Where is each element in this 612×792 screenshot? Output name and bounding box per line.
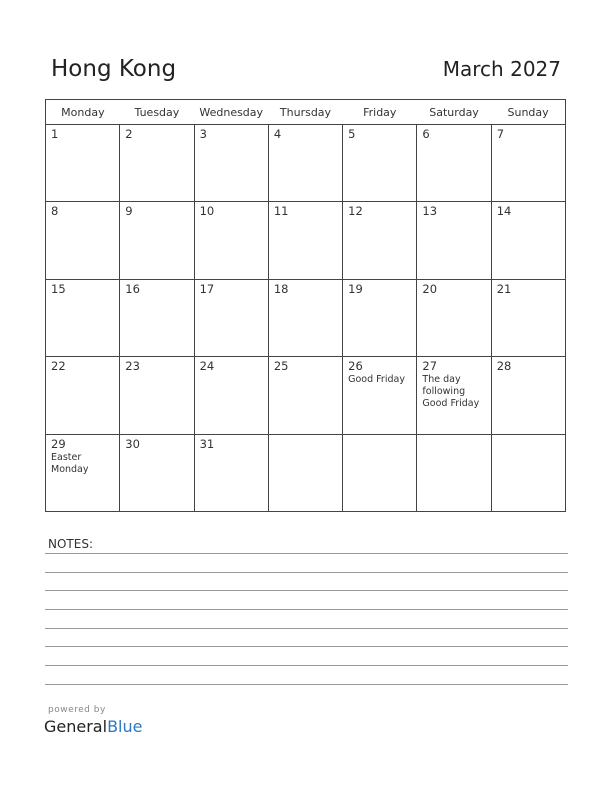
day-cell: [268, 434, 342, 511]
notes-line: [45, 572, 568, 573]
day-cell: [268, 125, 342, 202]
day-cell: [491, 357, 565, 434]
day-number: 27: [422, 359, 438, 374]
day-number: 8: [51, 204, 59, 219]
week-row: [46, 202, 566, 279]
day-number: 31: [199, 436, 215, 451]
weekday-saturday: Saturday: [417, 100, 491, 125]
day-cell: [194, 125, 268, 202]
day-number: 23: [125, 359, 140, 374]
day-number: 14: [496, 204, 512, 219]
week-row: [46, 125, 566, 202]
day-cell: [194, 357, 268, 434]
notes-line: [45, 646, 568, 647]
day-number: 10: [199, 204, 215, 219]
week-row: [46, 357, 566, 434]
notes-label: NOTES:: [48, 537, 93, 551]
day-cell: [417, 125, 491, 202]
day-cell: [268, 357, 342, 434]
notes-line: [45, 590, 568, 591]
day-cell: [268, 202, 342, 279]
weekday-wednesday: Wednesday: [194, 100, 268, 125]
day-cell: [46, 357, 120, 434]
day-cell: [343, 434, 417, 511]
day-number: 24: [199, 359, 215, 374]
day-number: 13: [422, 204, 438, 219]
weekday-header-row: [46, 100, 566, 125]
day-cell: [120, 202, 194, 279]
day-cell: [417, 434, 491, 511]
notes-line: [45, 553, 568, 554]
brand-blue: Blue: [107, 717, 143, 736]
day-cell: [343, 357, 417, 434]
day-cell: [417, 279, 491, 356]
day-number: 7: [496, 127, 505, 141]
brand-logo: [44, 717, 142, 736]
day-number: 29: [51, 436, 66, 451]
day-number: 26: [348, 359, 363, 374]
powered-by-text: powered by: [48, 705, 106, 715]
day-cell: [194, 202, 268, 279]
day-number: 19: [348, 281, 363, 296]
day-number: 20: [422, 281, 438, 296]
day-number: 6: [422, 127, 430, 141]
calendar-title: Hong Kong: [51, 56, 177, 82]
day-number: 17: [199, 281, 215, 296]
day-number: 15: [51, 281, 66, 296]
week-row: [46, 279, 566, 356]
notes-line: [45, 609, 568, 610]
day-cell: [194, 434, 268, 511]
brand-general: General: [44, 717, 108, 736]
day-number: 18: [273, 281, 289, 296]
day-cell: [491, 125, 565, 202]
day-cell: [46, 434, 120, 511]
day-number: 28: [496, 359, 512, 374]
day-number: 3: [199, 127, 207, 141]
day-cell: [46, 279, 120, 356]
day-cell: [46, 202, 120, 279]
day-cell: [194, 279, 268, 356]
day-cell: [491, 434, 565, 511]
day-number: 2: [125, 127, 133, 141]
day-cell: [120, 357, 194, 434]
day-cell: [343, 202, 417, 279]
day-cell: [417, 202, 491, 279]
day-number: 5: [348, 127, 356, 141]
weekday-monday: Monday: [46, 100, 120, 125]
holiday-label: Good Friday: [348, 374, 405, 386]
holiday-label: Easter Monday: [51, 451, 89, 475]
day-cell: [120, 279, 194, 356]
day-cell: [343, 125, 417, 202]
weekday-sunday: Sunday: [491, 100, 565, 125]
day-number: 11: [273, 204, 289, 219]
calendar-month: March 2027: [442, 57, 561, 81]
day-number: 4: [273, 127, 282, 141]
day-number: 22: [51, 359, 66, 374]
day-number: 25: [273, 359, 289, 374]
notes-line: [45, 628, 568, 629]
weekday-friday: Friday: [343, 100, 417, 125]
day-cell: [343, 279, 417, 356]
day-number: 16: [125, 281, 140, 296]
day-number: 12: [348, 204, 363, 219]
day-cell: [120, 125, 194, 202]
day-number: 1: [51, 127, 59, 141]
week-row: [46, 434, 566, 511]
day-cell: [268, 279, 342, 356]
day-cell: [491, 279, 565, 356]
calendar-body: [46, 125, 566, 512]
weekday-tuesday: Tuesday: [120, 100, 194, 125]
holiday-label: The day following Good Friday: [422, 374, 480, 410]
notes-line: [45, 665, 568, 666]
day-cell: [417, 357, 491, 434]
day-cell: [120, 434, 194, 511]
day-cell: [46, 125, 120, 202]
day-cell: [491, 202, 565, 279]
day-number: 21: [496, 281, 512, 296]
weekday-thursday: Thursday: [268, 100, 342, 125]
notes-line: [45, 684, 568, 685]
day-number: 30: [125, 436, 140, 451]
day-number: 9: [125, 204, 133, 219]
calendar-grid: [45, 99, 566, 512]
